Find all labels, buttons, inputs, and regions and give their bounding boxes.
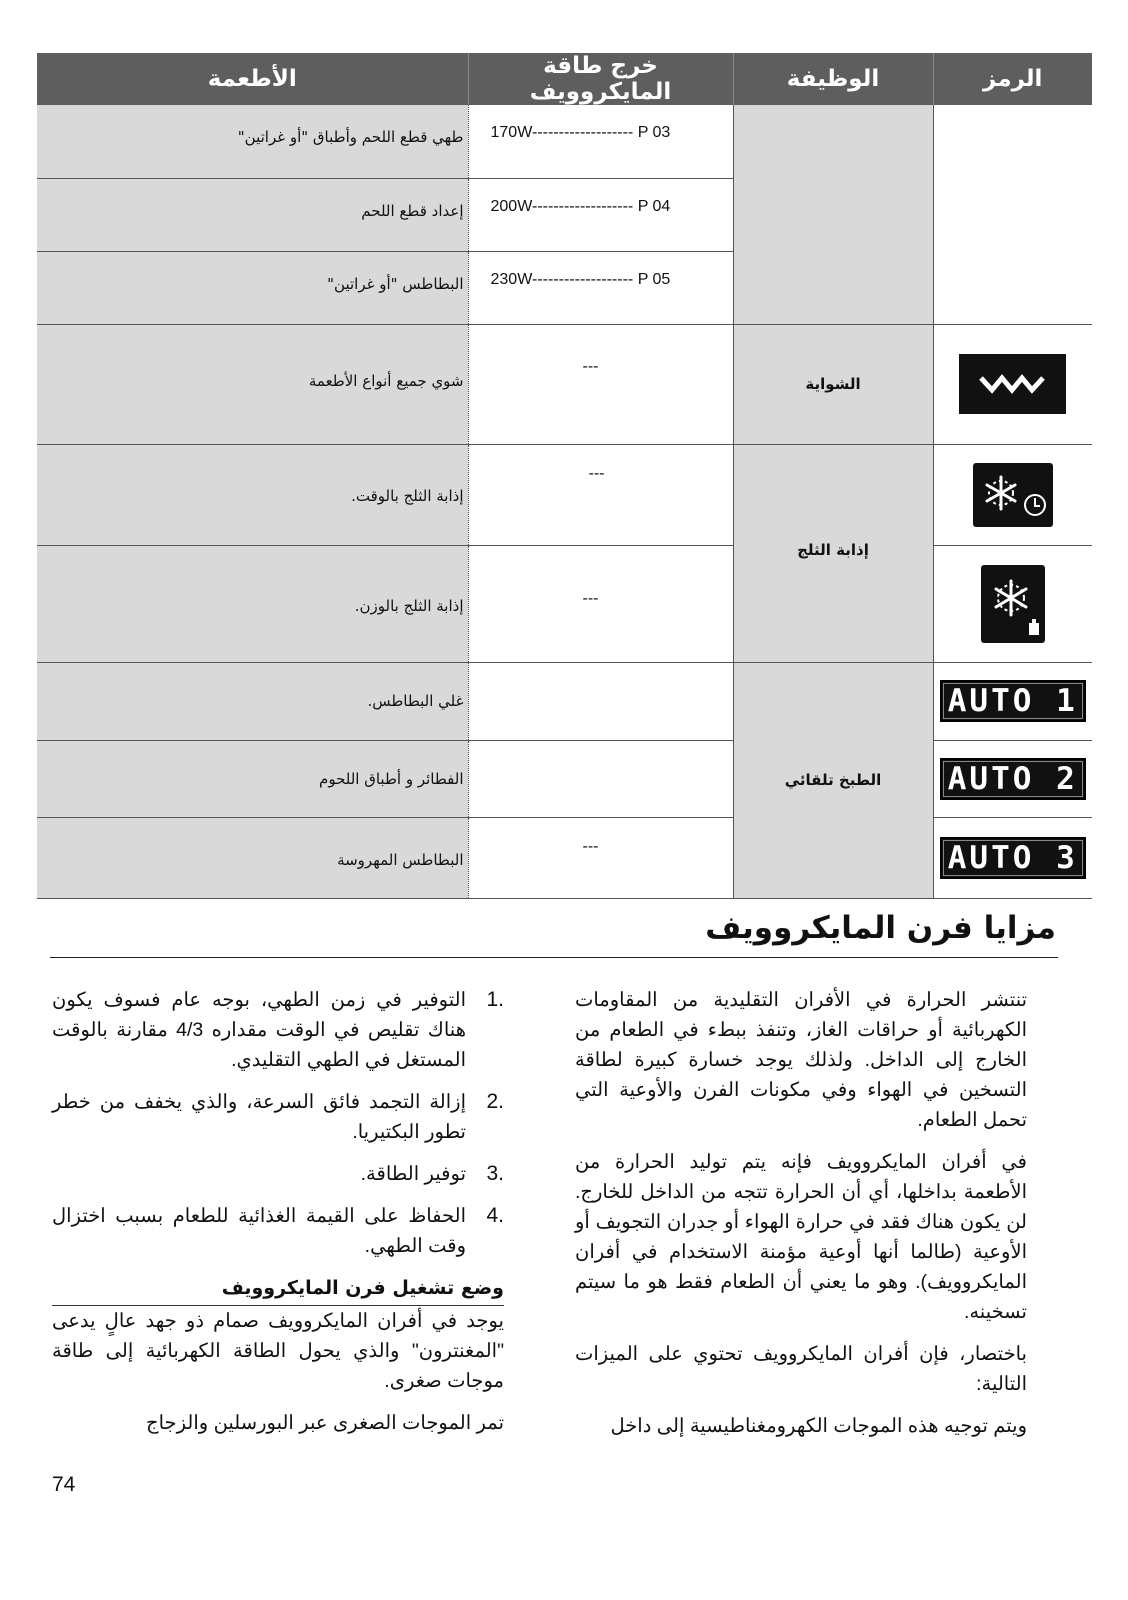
power-cell: 170W------------------- P 03: [468, 105, 733, 178]
auto-2-badge: AUTO 2: [940, 758, 1086, 800]
food-cell: إعداد قطع اللحم: [37, 178, 468, 251]
food-cell: إذابة الثلج بالوزن.: [37, 545, 468, 662]
defrost-time-icon: [973, 463, 1053, 527]
symbol-cell: [933, 251, 1092, 324]
right-column: [575, 985, 1027, 1453]
power-cell: ---: [468, 324, 733, 444]
paragraph: تمر الموجات الصغرى عبر البورسلين والزجاج: [146, 1412, 504, 1434]
food-cell: طهي قطع اللحم وأطباق "أو غراتين": [37, 105, 468, 178]
food-cell: البطاطس المهروسة: [37, 817, 468, 898]
list-item: 4. الحفاظ على القيمة الغذائية للطعام بسبب اختزال وقت الطهي.: [52, 1204, 504, 1257]
paragraph: يوجد في أفران المايكروويف صمام ذو جهد عالٍ يدعى "المغنترون" والذي يحول الطاقة الكهربائية إلى طاقة موجات صغرى.: [52, 1310, 504, 1392]
symbol-cell: [933, 324, 1092, 444]
paragraph: باختصار، فإن أفران المايكروويف تحتوي على الميزات التالية:: [575, 1343, 1027, 1395]
advantages-list: [52, 985, 504, 1261]
section-divider: [50, 957, 1058, 958]
symbol-cell: [933, 662, 1092, 740]
table-row: [37, 251, 1092, 324]
power-cell: ---: [468, 444, 733, 545]
paragraph: تنتشر الحرارة في الأفران التقليدية من المقاومات الكهربائية أو حراقات الغاز، وتنفذ ببطء في الطعام من الخارج إلى الداخل. ولذلك يوجد خسارة كبيرة لطاقة التسخين في الهواء وفي مكونات الفرن والأوعية التي تحمل الطعام.: [575, 989, 1027, 1131]
auto-3-badge: AUTO 3: [940, 837, 1086, 879]
table-header-row: [37, 53, 1092, 105]
header-food: الأطعمة: [37, 53, 468, 105]
food-cell: الفطائر و أطباق اللحوم: [37, 740, 468, 817]
table-row: [37, 178, 1092, 251]
page-number: 74: [52, 1473, 76, 1496]
subheading: وضع تشغيل فرن المايكروويف: [52, 1273, 504, 1306]
paragraph: ويتم توجيه هذه الموجات الكهرومغناطيسية إلى داخل: [610, 1415, 1027, 1437]
symbol-cell: [933, 105, 1092, 178]
power-cell: 230W------------------- P 05: [468, 251, 733, 324]
power-cell: 200W------------------- P 04: [468, 178, 733, 251]
function-cell: [733, 178, 933, 251]
symbol-cell: [933, 444, 1092, 545]
defrost-weight-icon: [981, 565, 1045, 643]
function-cell: إذابة الثلج: [733, 444, 933, 662]
function-cell: الشواية: [733, 324, 933, 444]
section-title: مزايا فرن المايكروويف: [705, 910, 1056, 946]
function-cell: [733, 105, 933, 178]
list-item: 3. توفير الطاقة.: [360, 1162, 504, 1185]
symbol-cell: [933, 740, 1092, 817]
table-row: [37, 105, 1092, 178]
left-column: [52, 985, 504, 1450]
power-cell: ---: [468, 545, 733, 662]
list-item: 2. إزالة التجمد فائق السرعة، والذي يخفف من خطر تطور البكتيريا.: [52, 1090, 504, 1143]
food-cell: شوي جميع أنواع الأطعمة: [37, 324, 468, 444]
auto-1-badge: AUTO 1: [940, 680, 1086, 722]
food-cell: البطاطس "أو غراتين": [37, 251, 468, 324]
symbol-cell: [933, 545, 1092, 662]
header-symbol: الرمز: [933, 53, 1092, 105]
power-cell: ---: [468, 817, 733, 898]
table-row: [37, 324, 1092, 444]
food-cell: غلي البطاطس.: [37, 662, 468, 740]
symbol-cell: [933, 817, 1092, 898]
power-cell: [468, 662, 733, 740]
table-row: [37, 545, 1092, 662]
function-cell: [733, 251, 933, 324]
table-row: [37, 817, 1092, 898]
table-row: [37, 740, 1092, 817]
list-item: 1. التوفير في زمن الطهي، بوجه عام فسوف يكون هناك تقليص في الوقت مقداره 4/3 مقارنة بالوقت المستغل في الطهي التقليدي.: [52, 988, 504, 1071]
paragraph: في أفران المايكروويف فإنه يتم توليد الحرارة من الأطعمة بداخلها، أي أن الحرارة تتجه من الداخل للخارج. لن يكون هناك فقد في حرارة الهواء أو جدران التجويف أو الأوعية (طالما أنها أوعية مؤمنة الاستخدام في أفران المايكروويف). وهو ما يعني أن الطعام فقط هو ما سيتم تسخينه.: [575, 1151, 1027, 1323]
header-power: خرج طاقة المايكروويف: [468, 53, 733, 105]
header-function: الوظيفة: [733, 53, 933, 105]
table-row: [37, 662, 1092, 740]
function-cell: الطبخ تلقائي: [733, 662, 933, 898]
programs-table: [37, 53, 1092, 899]
power-cell: [468, 740, 733, 817]
symbol-cell: [933, 178, 1092, 251]
grill-icon: [959, 354, 1066, 414]
food-cell: إذابة الثلج بالوقت.: [37, 444, 468, 545]
table-row: [37, 444, 1092, 545]
